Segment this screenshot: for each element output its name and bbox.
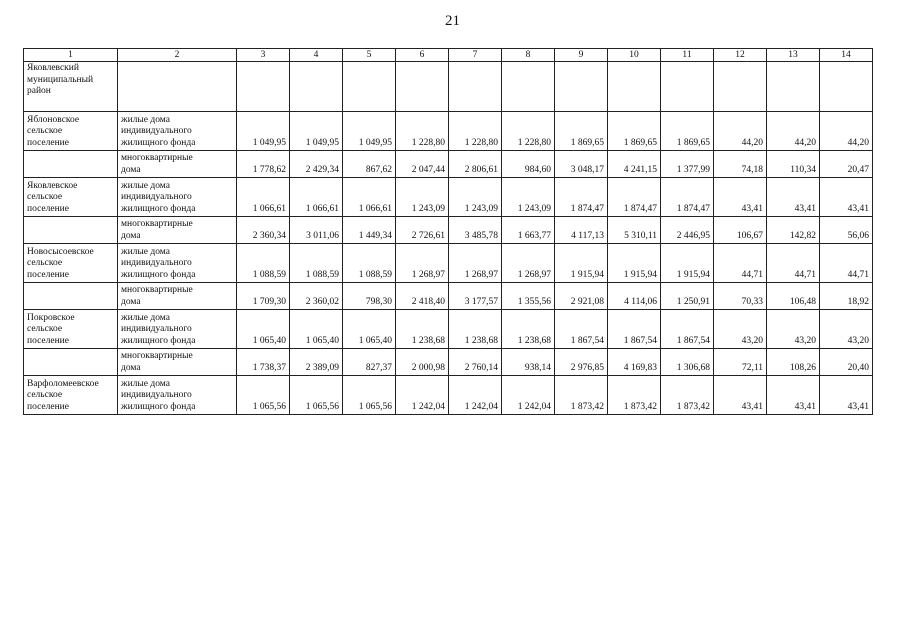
column-header-11: 11: [661, 49, 714, 62]
value-cell: 110,34: [767, 151, 820, 178]
value-cell: 2 921,08: [555, 283, 608, 310]
value-cell: 1 228,80: [449, 112, 502, 151]
housing-type: жилые дома индивидуального жилищного фонда: [118, 178, 237, 217]
value-cell: 984,60: [502, 151, 555, 178]
value-cell: 18,92: [820, 283, 873, 310]
value-cell: 1 869,65: [608, 112, 661, 151]
table-row: [24, 178, 873, 217]
settlement-name: [24, 283, 118, 310]
empty-cell: [661, 62, 714, 112]
value-cell: 1 778,62: [237, 151, 290, 178]
table-body: [24, 62, 873, 415]
value-cell: 72,11: [714, 349, 767, 376]
column-header-6: 6: [396, 49, 449, 62]
settlement-name: [24, 217, 118, 244]
value-cell: 4 241,15: [608, 151, 661, 178]
value-cell: 867,62: [343, 151, 396, 178]
value-cell: 44,71: [714, 244, 767, 283]
value-cell: 1 065,56: [237, 376, 290, 415]
table-row: [24, 310, 873, 349]
table-header: [24, 49, 873, 62]
column-header-13: 13: [767, 49, 820, 62]
value-cell: 2 047,44: [396, 151, 449, 178]
value-cell: 106,67: [714, 217, 767, 244]
value-cell: 1 238,68: [502, 310, 555, 349]
value-cell: 1 915,94: [555, 244, 608, 283]
value-cell: 1 065,56: [343, 376, 396, 415]
value-cell: 1 065,40: [290, 310, 343, 349]
value-cell: 1 377,99: [661, 151, 714, 178]
value-cell: 1 867,54: [608, 310, 661, 349]
empty-cell: [767, 62, 820, 112]
settlement-name: [24, 349, 118, 376]
empty-cell: [237, 62, 290, 112]
housing-type: жилые дома индивидуального жилищного фонда: [118, 244, 237, 283]
settlement-name: Яковлевское сельское поселение: [24, 178, 118, 217]
value-cell: 3 048,17: [555, 151, 608, 178]
value-cell: 2 360,34: [237, 217, 290, 244]
value-cell: 1 049,95: [237, 112, 290, 151]
value-cell: 3 485,78: [449, 217, 502, 244]
value-cell: 1 268,97: [396, 244, 449, 283]
value-cell: 44,20: [714, 112, 767, 151]
value-cell: 20,40: [820, 349, 873, 376]
value-cell: 43,41: [714, 178, 767, 217]
value-cell: 1 243,09: [396, 178, 449, 217]
column-header-9: 9: [555, 49, 608, 62]
value-cell: 1 243,09: [502, 178, 555, 217]
value-cell: 1 663,77: [502, 217, 555, 244]
empty-cell: [714, 62, 767, 112]
value-cell: 142,82: [767, 217, 820, 244]
empty-cell: [502, 62, 555, 112]
housing-type: жилые дома индивидуального жилищного фонда: [118, 376, 237, 415]
housing-type: жилые дома индивидуального жилищного фонда: [118, 310, 237, 349]
housing-type: многоквартирные дома: [118, 151, 237, 178]
value-cell: 56,06: [820, 217, 873, 244]
empty-cell: [555, 62, 608, 112]
value-cell: 1 242,04: [502, 376, 555, 415]
value-cell: 1 065,40: [237, 310, 290, 349]
tariff-table: [23, 48, 873, 415]
settlement-name: Новосысоевское сельское поселение: [24, 244, 118, 283]
value-cell: 2 806,61: [449, 151, 502, 178]
value-cell: 43,20: [820, 310, 873, 349]
value-cell: 106,48: [767, 283, 820, 310]
table-row: [24, 283, 873, 310]
value-cell: 1 915,94: [608, 244, 661, 283]
value-cell: 4 169,83: [608, 349, 661, 376]
value-cell: 43,20: [767, 310, 820, 349]
district-name: Яковлевский муниципальный район: [24, 62, 118, 112]
value-cell: 4 117,13: [555, 217, 608, 244]
value-cell: 2 760,14: [449, 349, 502, 376]
empty-cell: [449, 62, 502, 112]
value-cell: 2 418,40: [396, 283, 449, 310]
value-cell: 1 066,61: [343, 178, 396, 217]
empty-cell: [290, 62, 343, 112]
empty-cell: [343, 62, 396, 112]
value-cell: 1 049,95: [343, 112, 396, 151]
table-row: [24, 112, 873, 151]
value-cell: 2 429,34: [290, 151, 343, 178]
value-cell: 3 177,57: [449, 283, 502, 310]
value-cell: 1 449,34: [343, 217, 396, 244]
value-cell: 1 268,97: [502, 244, 555, 283]
value-cell: 1 250,91: [661, 283, 714, 310]
settlement-name: Варфоломеевское сельское поселение: [24, 376, 118, 415]
column-header-10: 10: [608, 49, 661, 62]
value-cell: 1 738,37: [237, 349, 290, 376]
value-cell: 20,47: [820, 151, 873, 178]
value-cell: 44,20: [767, 112, 820, 151]
value-cell: 44,71: [767, 244, 820, 283]
column-header-5: 5: [343, 49, 396, 62]
value-cell: 43,41: [714, 376, 767, 415]
value-cell: 2 000,98: [396, 349, 449, 376]
settlement-name: Яблоновское сельское поселение: [24, 112, 118, 151]
column-header-12: 12: [714, 49, 767, 62]
value-cell: 70,33: [714, 283, 767, 310]
value-cell: 1 065,56: [290, 376, 343, 415]
value-cell: 4 114,06: [608, 283, 661, 310]
column-header-14: 14: [820, 49, 873, 62]
value-cell: 44,71: [820, 244, 873, 283]
value-cell: 1 238,68: [396, 310, 449, 349]
value-cell: 2 389,09: [290, 349, 343, 376]
value-cell: 1 355,56: [502, 283, 555, 310]
housing-type: жилые дома индивидуального жилищного фонда: [118, 112, 237, 151]
value-cell: 2 976,85: [555, 349, 608, 376]
housing-type: многоквартирные дома: [118, 349, 237, 376]
value-cell: 1 066,61: [290, 178, 343, 217]
value-cell: 1 874,47: [555, 178, 608, 217]
table-row: [24, 349, 873, 376]
value-cell: 1 867,54: [661, 310, 714, 349]
value-cell: 1 088,59: [237, 244, 290, 283]
empty-cell: [608, 62, 661, 112]
value-cell: 3 011,06: [290, 217, 343, 244]
value-cell: 74,18: [714, 151, 767, 178]
value-cell: 2 726,61: [396, 217, 449, 244]
value-cell: 1 066,61: [237, 178, 290, 217]
column-header-3: 3: [237, 49, 290, 62]
settlement-name: [24, 151, 118, 178]
value-cell: 5 310,11: [608, 217, 661, 244]
value-cell: 1 268,97: [449, 244, 502, 283]
value-cell: 1 228,80: [396, 112, 449, 151]
column-header-2: 2: [118, 49, 237, 62]
value-cell: 1 869,65: [555, 112, 608, 151]
value-cell: 1 049,95: [290, 112, 343, 151]
table-row: [24, 217, 873, 244]
value-cell: 1 873,42: [608, 376, 661, 415]
value-cell: 1 873,42: [555, 376, 608, 415]
value-cell: 1 915,94: [661, 244, 714, 283]
value-cell: 1 306,68: [661, 349, 714, 376]
column-header-8: 8: [502, 49, 555, 62]
value-cell: 1 088,59: [343, 244, 396, 283]
value-cell: 43,41: [820, 178, 873, 217]
column-header-7: 7: [449, 49, 502, 62]
value-cell: 44,20: [820, 112, 873, 151]
value-cell: 798,30: [343, 283, 396, 310]
value-cell: 938,14: [502, 349, 555, 376]
value-cell: 1 243,09: [449, 178, 502, 217]
settlement-name: Покровское сельское поселение: [24, 310, 118, 349]
empty-cell: [118, 62, 237, 112]
value-cell: 2 360,02: [290, 283, 343, 310]
housing-type: многоквартирные дома: [118, 217, 237, 244]
table-row: [24, 376, 873, 415]
empty-cell: [820, 62, 873, 112]
value-cell: 1 869,65: [661, 112, 714, 151]
table-row: [24, 244, 873, 283]
value-cell: 43,41: [767, 376, 820, 415]
value-cell: 2 446,95: [661, 217, 714, 244]
value-cell: 827,37: [343, 349, 396, 376]
value-cell: 1 867,54: [555, 310, 608, 349]
value-cell: 1 065,40: [343, 310, 396, 349]
empty-cell: [396, 62, 449, 112]
value-cell: 1 874,47: [608, 178, 661, 217]
value-cell: 108,26: [767, 349, 820, 376]
page-number: 21: [445, 13, 460, 29]
value-cell: 1 242,04: [396, 376, 449, 415]
value-cell: 1 228,80: [502, 112, 555, 151]
value-cell: 1 873,42: [661, 376, 714, 415]
header-row: [24, 49, 873, 62]
value-cell: 1 088,59: [290, 244, 343, 283]
value-cell: 1 709,30: [237, 283, 290, 310]
value-cell: 1 242,04: [449, 376, 502, 415]
housing-type: многоквартирные дома: [118, 283, 237, 310]
column-header-1: 1: [24, 49, 118, 62]
district-row: [24, 62, 873, 112]
value-cell: 43,20: [714, 310, 767, 349]
value-cell: 43,41: [767, 178, 820, 217]
value-cell: 43,41: [820, 376, 873, 415]
table-row: [24, 151, 873, 178]
value-cell: 1 238,68: [449, 310, 502, 349]
column-header-4: 4: [290, 49, 343, 62]
value-cell: 1 874,47: [661, 178, 714, 217]
